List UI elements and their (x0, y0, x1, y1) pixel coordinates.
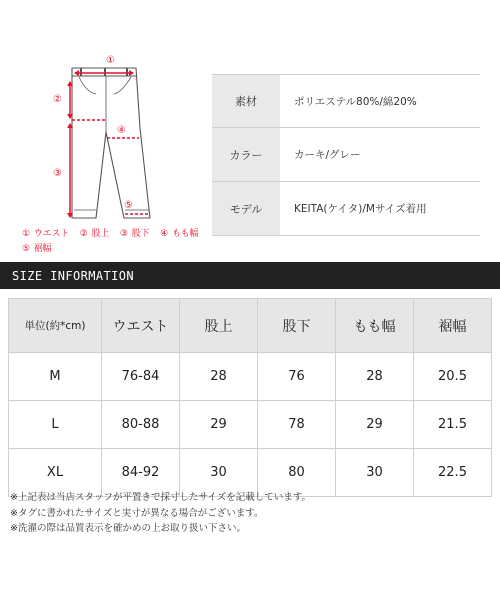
diagram-legend-row-2 (22, 241, 59, 254)
spec-value: カーキ/グレー (294, 149, 361, 161)
cell-inseam: 78 (258, 401, 336, 449)
size-label: M (9, 353, 102, 401)
cell-rise: 29 (180, 401, 258, 449)
table-row (9, 401, 492, 449)
cell-hem: 21.5 (414, 401, 492, 449)
size-notes (10, 490, 311, 537)
spec-label: 素材 (212, 75, 280, 127)
header-hem: 裾幅 (414, 299, 492, 353)
spec-row-material (212, 74, 480, 128)
marker-thigh: ④ (117, 125, 126, 136)
header-rise: 股上 (180, 299, 258, 353)
legend-thigh: ④ もも幅 (160, 229, 199, 239)
cell-hem: 20.5 (414, 353, 492, 401)
header-unit: 単位(約*cm) (9, 299, 102, 353)
pants-illustration (0, 0, 200, 225)
header-inseam: 股下 (258, 299, 336, 353)
cell-hem: 22.5 (414, 449, 492, 497)
product-spec-table (212, 74, 480, 236)
note-line: ※タグに書かれたサイズと実寸が異なる場合がございます。 (10, 507, 264, 519)
size-label: L (9, 401, 102, 449)
size-table-header-row (9, 299, 492, 353)
cell-thigh: 30 (336, 449, 414, 497)
marker-inseam: ③ (53, 168, 62, 179)
cell-rise: 30 (180, 449, 258, 497)
table-row (9, 353, 492, 401)
spec-row-model (212, 182, 480, 236)
pants-outline (72, 68, 150, 218)
spec-value: KEITA(ケイタ)/Mサイズ着用 (294, 203, 427, 215)
cell-waist: 80-88 (102, 401, 180, 449)
cell-waist: 84-92 (102, 449, 180, 497)
spec-label: モデル (212, 182, 280, 235)
diagram-legend-row-1 (22, 226, 206, 239)
cell-thigh: 29 (336, 401, 414, 449)
legend-rise: ② 股上 (79, 229, 110, 239)
cell-thigh: 28 (336, 353, 414, 401)
header-thigh: もも幅 (336, 299, 414, 353)
pants-size-diagram (0, 0, 200, 258)
cell-waist: 76-84 (102, 353, 180, 401)
size-table (8, 298, 492, 497)
header-waist: ウエスト (102, 299, 180, 353)
legend-waist: ① ウエスト (22, 229, 70, 239)
marker-hem: ⑤ (124, 200, 133, 211)
marker-rise: ② (53, 94, 62, 105)
legend-inseam: ③ 股下 (119, 229, 150, 239)
cell-inseam: 76 (258, 353, 336, 401)
size-information-heading: SIZE INFORMATION (0, 262, 500, 289)
marker-waist: ① (106, 55, 115, 66)
note-line: ※上記表は当店スタッフが平置きで採寸したサイズを記載しています。 (10, 492, 311, 503)
cell-inseam: 80 (258, 449, 336, 497)
note-line: ※洗濯の際は品質表示を確かめの上お取り扱い下さい。 (10, 523, 246, 534)
spec-value: ポリエステル80%/綿20% (294, 95, 417, 108)
size-label: XL (9, 449, 102, 497)
legend-hem: ⑤ 裾幅 (22, 244, 52, 254)
cell-rise: 28 (180, 353, 258, 401)
spec-label: カラー (212, 128, 280, 181)
spec-row-color (212, 128, 480, 182)
